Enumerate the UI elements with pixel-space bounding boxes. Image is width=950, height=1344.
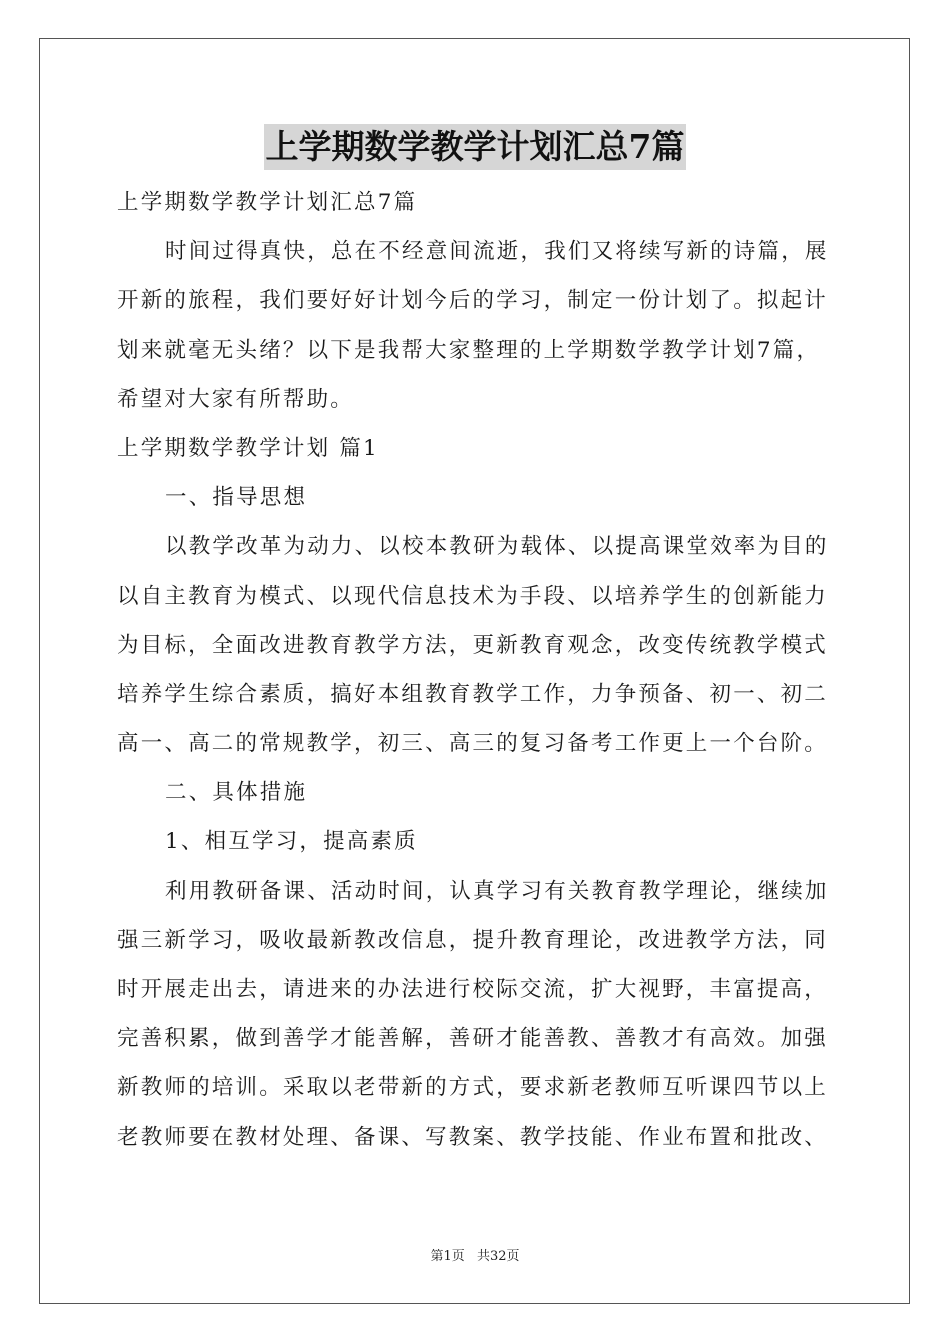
text-line: 高一、高二的常规教学，初三、高三的复习备考工作更上一个台阶。 xyxy=(117,731,829,757)
text-line: 为目标，全面改进教育教学方法，更新教育观念，改变传统教学模式 xyxy=(117,632,829,658)
text-line: 上学期数学教学计划汇总7篇 xyxy=(117,190,418,215)
page-number-total: 共32页 xyxy=(476,1249,520,1264)
text-line: 以教学改革为动力、以校本教研为载体、以提高课堂效率为目的 xyxy=(165,534,829,560)
text-line: 老教师要在教材处理、备课、写教案、教学技能、作业布置和批改、 xyxy=(117,1124,829,1150)
document-title: 上学期数学教学计划汇总7篇 xyxy=(264,124,687,170)
text-line: 一、指导思想 xyxy=(165,485,308,511)
text-line: 以自主教育为模式、以现代信息技术为手段、以培养学生的创新能力 xyxy=(117,583,829,609)
text-line: 培养学生综合素质，搞好本组教育教学工作，力争预备、初一、初二 xyxy=(117,681,829,707)
text-line: 强三新学习，吸收最新教改信息，提升教育理论，改进教学方法，同 xyxy=(117,927,829,953)
page-footer xyxy=(0,1248,950,1266)
text-line: 利用教研备课、活动时间，认真学习有关教育教学理论，继续加 xyxy=(165,878,829,904)
text-line: 上学期数学教学计划 篇1 xyxy=(117,435,379,461)
document-body xyxy=(117,178,835,1162)
text-line: 二、具体措施 xyxy=(165,780,308,806)
text-line: 完善积累，做到善学才能善解，善研才能善教、善教才有高效。加强 xyxy=(117,1026,829,1052)
page-number-current: 第1页 xyxy=(430,1249,465,1264)
text-line: 时间过得真快，总在不经意间流逝，我们又将续写新的诗篇，展 xyxy=(165,239,829,265)
text-line: 时开展走出去，请进来的办法进行校际交流，扩大视野，丰富提高， xyxy=(117,977,829,1002)
title-container xyxy=(0,124,950,170)
text-line: 开新的旅程，我们要好好计划今后的学习，制定一份计划了。拟起计 xyxy=(117,288,829,314)
text-line: 希望对大家有所帮助。 xyxy=(117,386,355,412)
text-line: 新教师的培训。采取以老带新的方式，要求新老教师互听课四节以上 xyxy=(117,1075,829,1101)
text-line: 1、相互学习，提高素质 xyxy=(165,829,418,855)
text-line: 划来就毫无头绪？以下是我帮大家整理的上学期数学教学计划7篇， xyxy=(117,337,821,363)
